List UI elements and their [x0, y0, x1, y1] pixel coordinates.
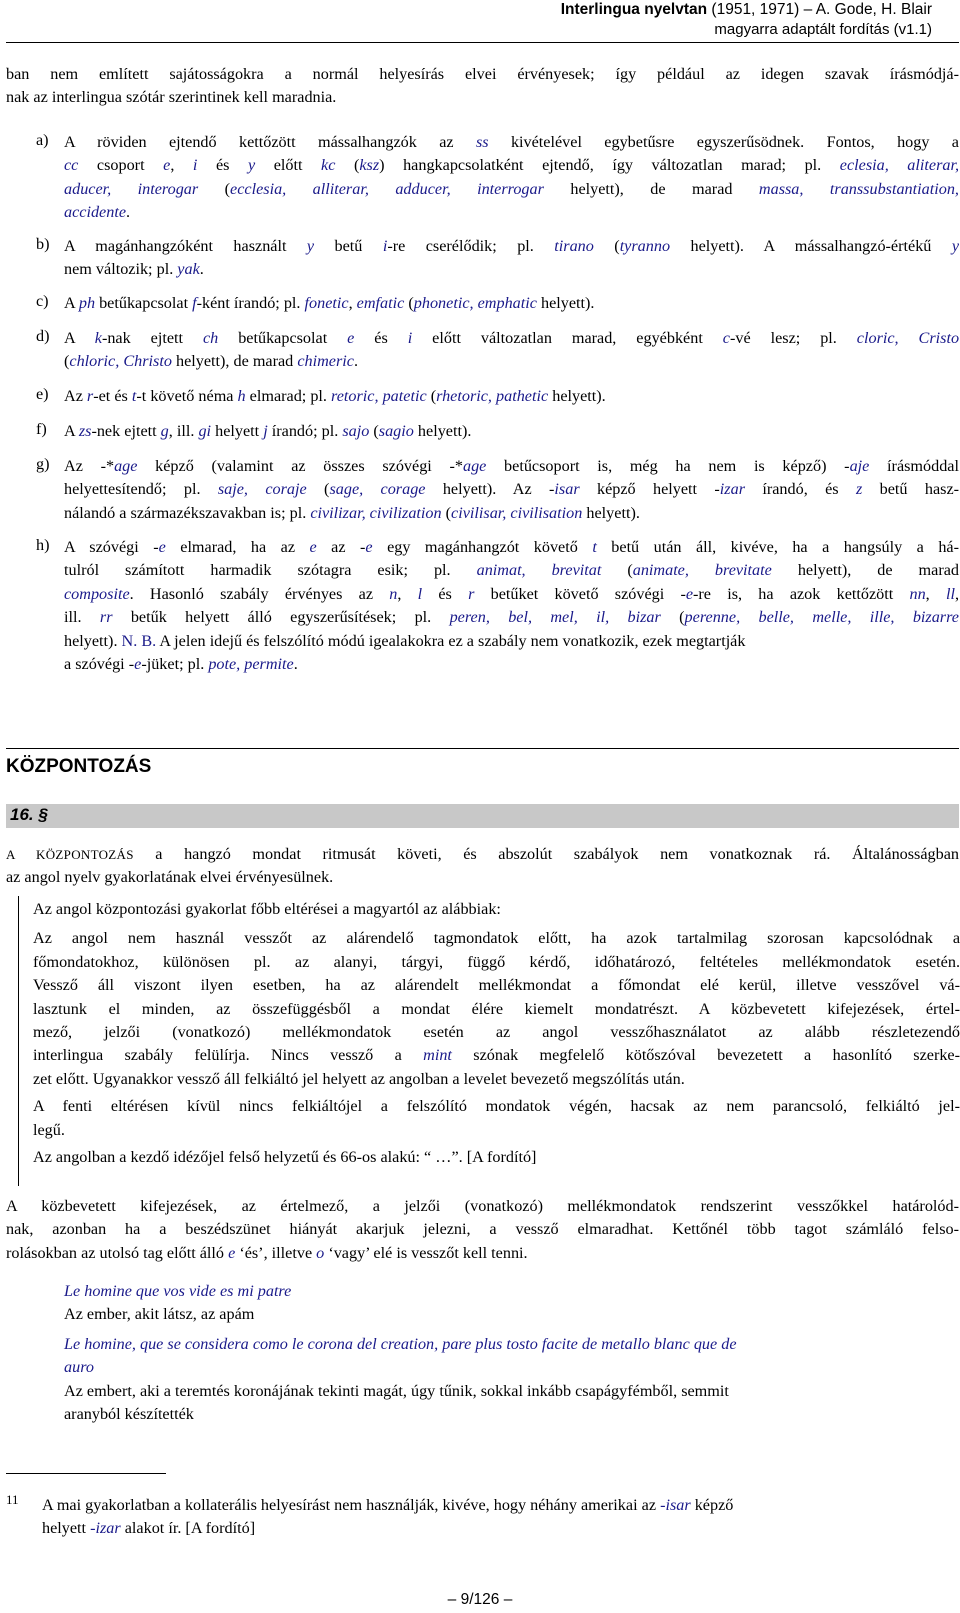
- paragraph-label-bar: [6, 804, 959, 828]
- note-paragraph-3: A fenti eltérésen kívül nincs felkiáltójel a felszólító mondatok végén, hacsak az nem parancsoló, felkiáltó jel- legű.: [33, 1097, 960, 1139]
- section-title: KÖZPONTOZÁS: [6, 756, 152, 777]
- section-rule: [6, 748, 959, 749]
- footnote-rule: [6, 1473, 166, 1474]
- header-rule: [6, 42, 959, 43]
- footnote: A mai gyakorlatban a kollaterális helyesírást nem használják, kivéve, hogy néhány amerikai az -isar képző helyett -izar alakot ír. [A fordító]: [42, 1496, 734, 1538]
- page-header: [0, 0, 932, 39]
- header-subtitle: magyarra adaptált fordítás (v1.1): [714, 21, 932, 38]
- section-intro: A KÖZPONTOZÁS a hangzó mondat ritmusát követi, és abszolút szabályok nem vonatkoznak rá. Általánosságban az angol nyelv gyakorlatának elvei érvényesülnek.: [6, 845, 959, 887]
- page-number: – 9/126 –: [447, 1591, 513, 1608]
- example-1: Le homine que vos vide es mi patre Az ember, akit látsz, az apám: [64, 1282, 292, 1324]
- note-paragraph-2: Az angol nem használ vesszőt az alárendelő tagmondatok előtt, ha azok tartalmilag szorosan kapcsolódnak a főmondatokhoz, különösen pl. az alanyi, tárgyi, függő kérdő, időhatározó, feltételes mellékmondatok esetén. Vessző áll viszont ilyen esetben, ha az alárendelt mellékmondat a főmondat elé kerül, illetve vesszővel vá- lasztunk el minden, az összefüggésből a mondat élére kiemelt mondatrészt. A közbevetett kifejezések, értel- mező, jelzői (vonatkozó) mellékmondatok esetén az angol vesszőhasználatot az alább részletezendő interlingua szabály felülírja. Nincs vessző a mint szónak megfelelő kötőszóval bevezetett a hasonlító szerke- zet előtt. Ugyanakkor vessző áll felkiáltó jel helyett az angolban a levelet bevezető megszólítás után.: [33, 929, 960, 1088]
- body-paragraph: A közbevetett kifejezések, az értelmező, a jelzői (vonatkozó) mellékmondatok rendszerint vesszőkkel határolód- nak, azonban ha a beszédszünet hiányát akarjuk jelezni, a vessző elmaradhat. Kettőnél több tagot számláló felso- rolásokban az utolsó tag előtt álló e ‘és’, illetve o ‘vagy’ elé is vesszőt kell tenni.: [6, 1197, 959, 1262]
- intro-paragraph: ban nem említett sajátosságokra a normál helyesírás elvei érvényesek; így például az idegen szavak írásmódjá- nak az interlingua szótár szerintinek kell maradnia.: [6, 65, 959, 107]
- footnote-number: 11: [6, 1492, 19, 1507]
- example-2: Le homine, que se considera como le corona del creation, pare plus tosto facite de metallo blanc que de auro Az embert, aki a teremtés koronájának tekinti magát, úgy tűnik, sokkal inkább csapágyfémből, semmit aranyból készítették: [64, 1335, 737, 1424]
- translator-note: Az angol központozási gyakorlat főbb eltérései a magyartól az alábbiak: Az angol nem használ vesszőt az alárendelő tagmondatok előtt, ha azok tartalmilag szorosan kapcsolódnak a főmondatokhoz, különösen pl. az alanyi, tárgyi, függő kérdő, időhatározó, feltételes mellékmondatok esetén. Vessző áll viszont ilyen esetben, ha az alárendelt mellékmondat a főmondat elé kerül, illetve vesszővel vá- lasztunk el minden, az összefüggésből a mondat élére kiemelt mondatrészt. A közbevetett kifejezések, értel- mező, jelzői (vonatkozó) mellékmondatok esetén az angol vesszőhasználatot az alább részletezendő interlingua szabály felülírja. Nincs vessző a mint szónak megfelelő kötőszóval bevezetett a hasonlító szerke- zet előtt. Ugyanakkor vessző áll felkiáltó jel helyett az angolban a levelet bevezető megszólítás után. A fenti eltérésen kívül nincs felkiáltójel a felszólító mondatok végén, hacsak az nem parancsoló, felkiáltó jel- legű. Az angolban a kezdő idézőjel felső helyzetű és 66-os alakú: “ …”. [A fordító]: [18, 896, 960, 1186]
- paragraph-label: 16. §: [10, 805, 48, 824]
- header-title: Interlingua nyelvtan (1951, 1971) – A. Gode, H. Blair: [560, 1, 932, 18]
